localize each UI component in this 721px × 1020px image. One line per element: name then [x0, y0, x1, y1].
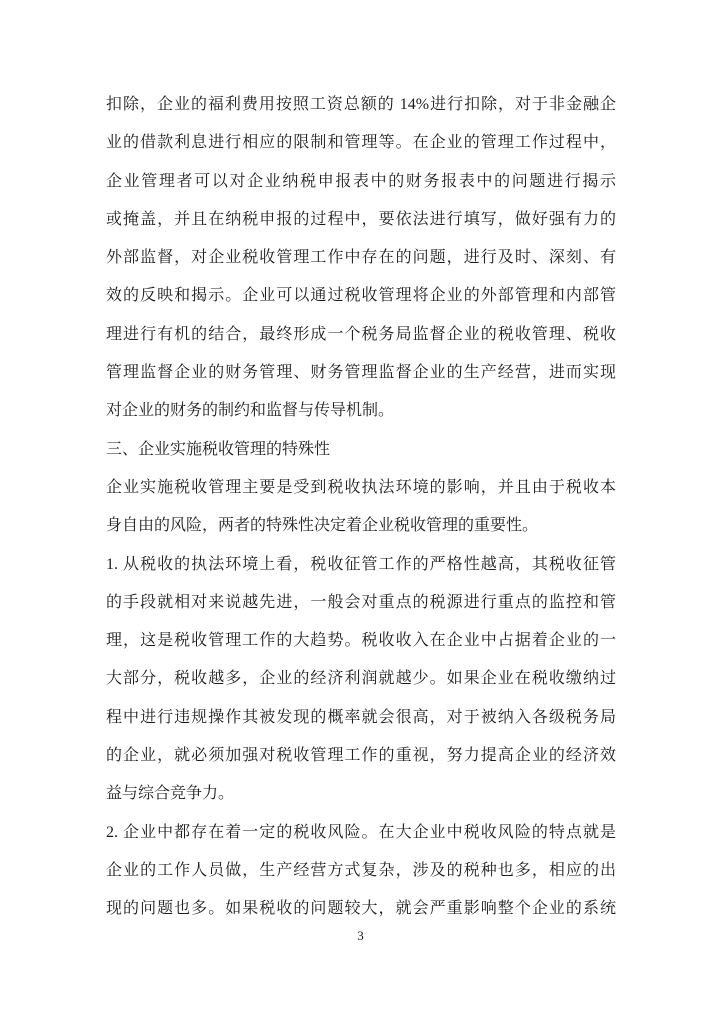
text-line: 1. 从税收的执法环境上看，税收征管工作的严格性越高，其税收征管: [106, 555, 616, 573]
text-line: 企业的工作人员做，生产经营方式复杂，涉及的税种也多，相应的出: [106, 861, 616, 879]
paragraph: [106, 546, 616, 814]
text-line: 外部监督，对企业税收管理工作中存在的问题，进行及时、深刻、有: [106, 249, 616, 267]
paragraph: [106, 469, 616, 546]
text-line: 企业管理者可以对企业纳税申报表中的财务报表中的问题进行揭示: [106, 172, 616, 190]
paragraph: [106, 814, 616, 929]
heading-line: 三、企业实施税收管理的特殊性: [106, 440, 331, 458]
text-line: 理进行有机的结合，最终形成一个税务局监督企业的税收管理、税收: [106, 325, 616, 343]
text-line: 理，这是税收管理工作的大趋势。税收收入在企业中占据着企业的一: [106, 632, 616, 650]
text-line: 2. 企业中都存在着一定的税收风险。在大企业中税收风险的特点就是: [106, 823, 616, 841]
text-line: 现的问题也多。如果税收的问题较大，就会严重影响整个企业的系统: [106, 900, 616, 918]
section-heading: [106, 431, 616, 469]
text-line: 的企业，就必须加强对税收管理工作的重视，努力提高企业的经济效: [106, 747, 616, 765]
text-line: 益与综合竞争力。: [106, 785, 235, 803]
text-line: 效的反映和揭示。企业可以通过税收管理将企业的外部管理和内部管: [106, 287, 616, 305]
page-footer: [0, 927, 721, 945]
text-line: 企业实施税收管理主要是受到税收执法环境的影响，并且由于税收本: [106, 478, 616, 496]
page-number: 3: [357, 928, 364, 943]
text-line: 扣除，企业的福利费用按照工资总额的 14%进行扣除，对于非金融企: [106, 96, 616, 113]
text-line: 程中进行违规操作其被发现的概率就会很高，对于被纳入各级税务局: [106, 708, 616, 726]
text-line: 对企业的财务的制约和监督与传导机制。: [106, 402, 395, 420]
paragraph: [106, 86, 616, 431]
page-body: [106, 86, 616, 929]
text-line: 业的借款利息进行相应的限制和管理等。在企业的管理工作过程中，: [106, 134, 616, 152]
text-line: 管理监督企业的财务管理、财务管理监督企业的生产经营，进而实现: [106, 364, 616, 382]
text-line: 或掩盖，并且在纳税申报的过程中，要依法进行填写，做好强有力的: [106, 210, 616, 228]
text-line: 大部分，税收越多，企业的经济利润就越少。如果企业在税收缴纳过: [106, 670, 616, 688]
text-line: 的手段就相对来说越先进，一般会对重点的税源进行重点的监控和管: [106, 593, 616, 611]
text-line: 身自由的风险，两者的特殊性决定着企业税收管理的重要性。: [106, 517, 539, 535]
